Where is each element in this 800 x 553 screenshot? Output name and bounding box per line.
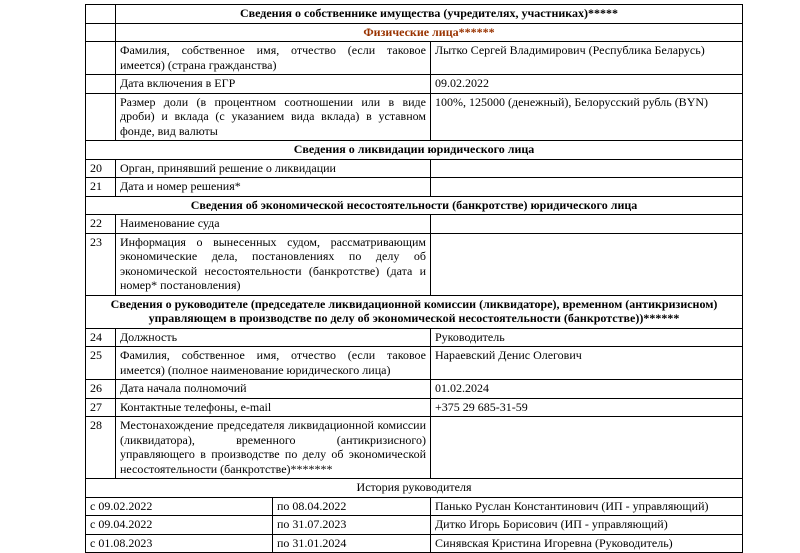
field-value: 09.02.2022 bbox=[431, 75, 743, 94]
row-number: 28 bbox=[86, 417, 116, 479]
blank-cell bbox=[86, 93, 116, 141]
history-row-2 bbox=[86, 516, 743, 535]
row-number: 27 bbox=[86, 398, 116, 417]
table-row-27 bbox=[86, 398, 743, 417]
row-number: 25 bbox=[86, 347, 116, 380]
blank-cell bbox=[86, 5, 116, 24]
field-value: 01.02.2024 bbox=[431, 380, 743, 399]
field-value bbox=[431, 417, 743, 479]
owner-section-row bbox=[86, 5, 743, 24]
history-row-3 bbox=[86, 534, 743, 553]
table-row-owner-name bbox=[86, 42, 743, 75]
row-number: 21 bbox=[86, 178, 116, 197]
blank-cell bbox=[86, 42, 116, 75]
table-row-23 bbox=[86, 233, 743, 295]
table-row-24 bbox=[86, 328, 743, 347]
table-row-egr-date bbox=[86, 75, 743, 94]
section-header-liquidation: Сведения о ликвидации юридического лица bbox=[86, 141, 743, 160]
field-value: Руководитель bbox=[431, 328, 743, 347]
section-header-individuals: Физические лица****** bbox=[116, 23, 743, 42]
section-header-head: Сведения о руководителе (председателе ликвидационной комиссии (ликвидаторе), временном (антикризисном) управляющем в производстве по делу об экономической несостоятельности (банкротстве))****** bbox=[86, 295, 743, 328]
field-value bbox=[431, 215, 743, 234]
row-number: 26 bbox=[86, 380, 116, 399]
history-name: Панько Руслан Константинович (ИП - управляющий) bbox=[431, 497, 743, 516]
field-value: 100%, 125000 (денежный), Белорусский рубль (BYN) bbox=[431, 93, 743, 141]
row-number: 23 bbox=[86, 233, 116, 295]
field-value bbox=[431, 178, 743, 197]
field-label: Дата включения в ЕГР bbox=[116, 75, 431, 94]
table-row-28 bbox=[86, 417, 743, 479]
field-label: Местонахождение председателя ликвидационной комиссии (ликвидатора), временного (антикризисного) управляющего в производстве по делу об экономической несостоятельности (банкротстве)******* bbox=[116, 417, 431, 479]
row-number: 22 bbox=[86, 215, 116, 234]
table-row-20 bbox=[86, 159, 743, 178]
document-page bbox=[85, 4, 743, 553]
field-label: Контактные телефоны, e-mail bbox=[116, 398, 431, 417]
history-to: по 31.07.2023 bbox=[273, 516, 431, 535]
field-label: Должность bbox=[116, 328, 431, 347]
egr-extract-table bbox=[85, 4, 743, 553]
table-row-26 bbox=[86, 380, 743, 399]
history-from: с 09.02.2022 bbox=[86, 497, 273, 516]
section-header-owner: Сведения о собственнике имущества (учредителях, участниках)***** bbox=[116, 5, 743, 24]
field-label: Наименование суда bbox=[116, 215, 431, 234]
individuals-section-row bbox=[86, 23, 743, 42]
field-label: Дата начала полномочий bbox=[116, 380, 431, 399]
field-label: Информация о вынесенных судом, рассматривающим экономические дела, постановлениях по делу об экономической несостоятельности (банкротстве) (дата и номер* постановления) bbox=[116, 233, 431, 295]
field-value bbox=[431, 159, 743, 178]
bankruptcy-section-row bbox=[86, 196, 743, 215]
field-value: Нараевский Денис Олегович bbox=[431, 347, 743, 380]
section-header-bankruptcy: Сведения об экономической несостоятельности (банкротстве) юридического лица bbox=[86, 196, 743, 215]
history-name: Синявская Кристина Игоревна (Руководитель) bbox=[431, 534, 743, 553]
field-label: Фамилия, собственное имя, отчество (если таковое имеется) (полное наименование юридического лица) bbox=[116, 347, 431, 380]
history-name: Дитко Игорь Борисович (ИП - управляющий) bbox=[431, 516, 743, 535]
table-row-21 bbox=[86, 178, 743, 197]
field-value: +375 29 685-31-59 bbox=[431, 398, 743, 417]
field-label: Размер доли (в процентном соотношении или в виде дроби) и вклада (с указанием вида вклада) в уставном фонде, вид валюты bbox=[116, 93, 431, 141]
head-section-row bbox=[86, 295, 743, 328]
field-label: Фамилия, собственное имя, отчество (если таковое имеется) (страна гражданства) bbox=[116, 42, 431, 75]
row-number: 24 bbox=[86, 328, 116, 347]
table-row-25 bbox=[86, 347, 743, 380]
history-to: по 08.04.2022 bbox=[273, 497, 431, 516]
history-row-1 bbox=[86, 497, 743, 516]
history-from: с 09.04.2022 bbox=[86, 516, 273, 535]
table-row-22 bbox=[86, 215, 743, 234]
field-value bbox=[431, 233, 743, 295]
history-section-row bbox=[86, 479, 743, 498]
field-label: Орган, принявший решение о ликвидации bbox=[116, 159, 431, 178]
history-to: по 31.01.2024 bbox=[273, 534, 431, 553]
blank-cell bbox=[86, 23, 116, 42]
field-label: Дата и номер решения* bbox=[116, 178, 431, 197]
row-number: 20 bbox=[86, 159, 116, 178]
blank-cell bbox=[86, 75, 116, 94]
table-row-share-size bbox=[86, 93, 743, 141]
field-value: Лытко Сергей Владимирович (Республика Беларусь) bbox=[431, 42, 743, 75]
section-header-history: История руководителя bbox=[86, 479, 743, 498]
liquidation-section-row bbox=[86, 141, 743, 160]
history-from: с 01.08.2023 bbox=[86, 534, 273, 553]
